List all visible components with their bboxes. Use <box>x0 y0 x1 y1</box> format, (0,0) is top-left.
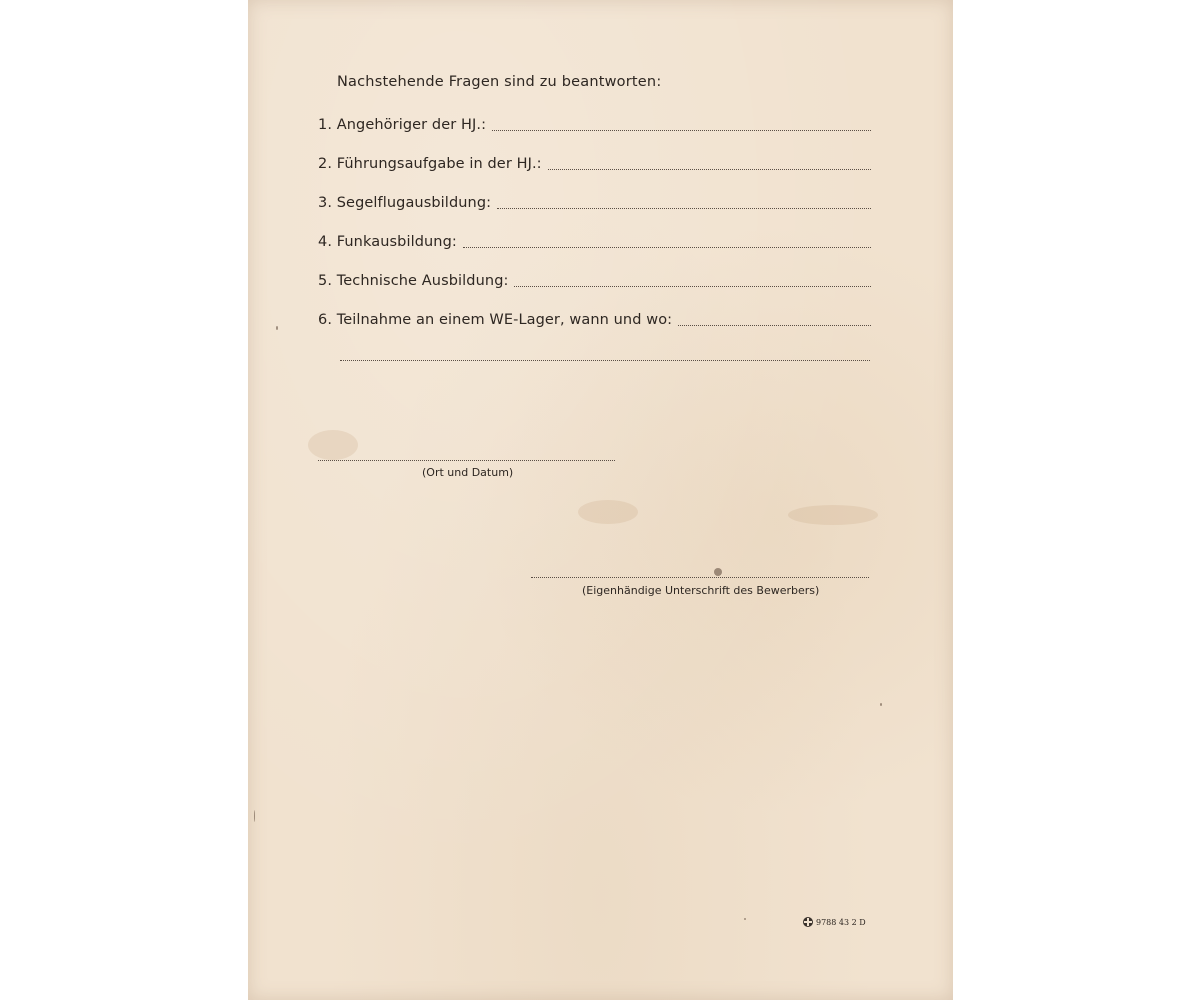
answer-line <box>678 321 871 326</box>
paper-speck <box>744 918 746 920</box>
question-row <box>318 151 871 173</box>
print-code-text: 9788 43 2 D <box>816 917 866 927</box>
paper-stain <box>308 430 358 460</box>
answer-line <box>548 165 871 170</box>
paper-stain <box>578 500 638 524</box>
question-label: 4. Funkausbildung: <box>318 234 457 250</box>
signature-caption: (Eigenhändige Unterschrift des Bewerbers) <box>582 584 820 597</box>
answer-line <box>463 243 871 248</box>
paper-stain <box>788 505 878 525</box>
form-sheet <box>248 0 953 1000</box>
question-label: 2. Führungsaufgabe in der HJ.: <box>318 156 542 172</box>
question-label: 3. Segelflugausbildung: <box>318 195 492 211</box>
question-row <box>318 268 871 290</box>
question-label: 1. Angehöriger der HJ.: <box>318 117 487 133</box>
place-date-line <box>318 460 615 461</box>
answer-line <box>514 282 871 287</box>
question-row <box>318 229 871 251</box>
paper-speck <box>880 703 882 706</box>
answer-line <box>497 204 871 209</box>
place-date-caption: (Ort und Datum) <box>422 466 514 479</box>
paper-speck <box>254 810 255 822</box>
form-heading: Nachstehende Fragen sind zu beantworten: <box>337 74 662 90</box>
answer-continuation-line <box>340 360 870 361</box>
question-row <box>318 190 871 212</box>
printer-mark-icon <box>803 917 813 927</box>
question-label: 6. Teilnahme an einem WE-Lager, wann und wo: <box>318 312 673 328</box>
question-row <box>318 112 871 134</box>
question-row <box>318 307 871 329</box>
answer-line <box>492 126 871 131</box>
print-code <box>803 917 866 927</box>
paper-speck <box>276 326 278 330</box>
question-label: 5. Technische Ausbildung: <box>318 273 509 289</box>
signature-line <box>531 577 869 578</box>
ink-blot <box>714 568 722 576</box>
